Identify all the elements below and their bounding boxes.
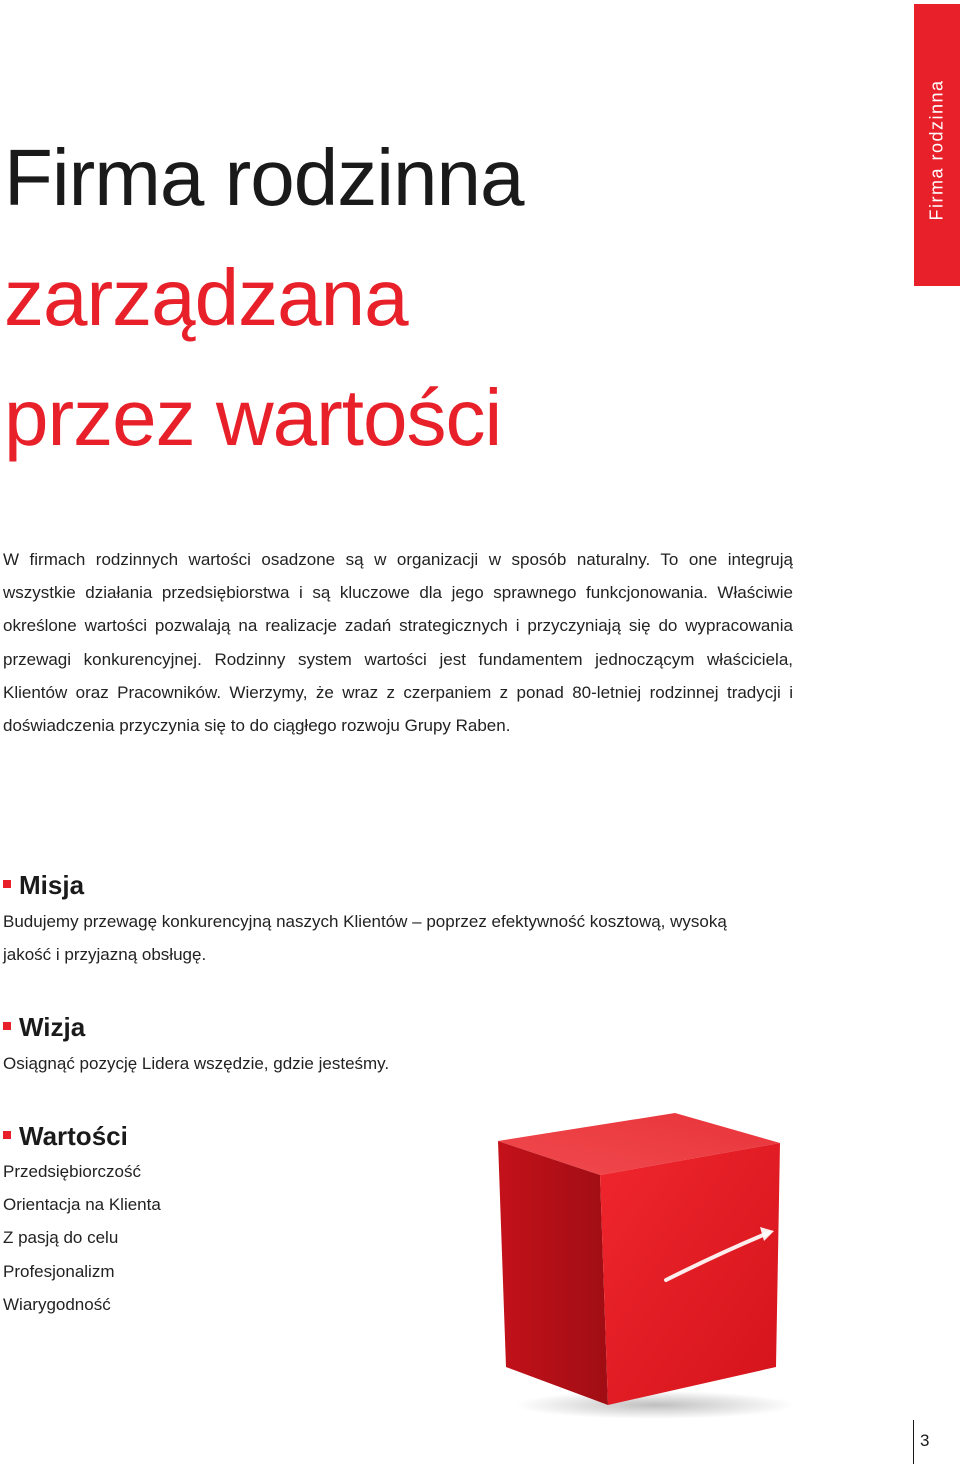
intro-paragraph: W firmach rodzinnych wartości osadzone są w organizacji w sposób naturalny. To one integrują wszystkie działania przedsiębiorstwa i są kluczowe dla jego sprawnego funkcjonowania. Właściwie określone wartości pozwalają na realizacje zadań strategicznych i przyczyniają się do wypracowania przewagi konkurencyjnej. Rodzinny system wartości jest fundamentem jednoczącym właściciela, Klientów oraz Pracowników. Wierzymy, że wraz z czerpaniem z ponad 80-letniej rodzinnej tradycji i doświadczenia przyczynia się to do ciągłego rozwoju Grupy Raben. bbox=[3, 550, 793, 736]
value-item: Z pasją do celu bbox=[3, 1228, 119, 1248]
side-tab bbox=[914, 4, 960, 286]
vision-heading bbox=[3, 1010, 85, 1044]
cube-front-face bbox=[600, 1143, 780, 1405]
headline-line-1: Firma rodzinna bbox=[4, 133, 524, 222]
values-heading-text: Wartości bbox=[19, 1121, 128, 1151]
value-item: Wiarygodność bbox=[3, 1294, 111, 1314]
value-item: Przedsiębiorczość bbox=[3, 1162, 141, 1181]
cube-illustration bbox=[480, 1105, 820, 1425]
side-tab-label: Firma rodzinna bbox=[926, 79, 947, 221]
headline-line-2: zarządzana bbox=[4, 253, 408, 342]
value-item: Profesjonalizm bbox=[3, 1261, 115, 1281]
value-item: Orientacja na Klienta bbox=[3, 1195, 161, 1215]
mission-text: Budujemy przewagę konkurencyjną naszych Klientów – poprzez efektywność kosztową, wysoką jakość i przyjazną obsługę. bbox=[3, 912, 727, 965]
red-cube-with-arrow-icon bbox=[480, 1105, 820, 1425]
red-square-bullet-icon bbox=[3, 1131, 11, 1139]
mission-heading-text: Misja bbox=[19, 870, 85, 900]
page-number-divider bbox=[913, 1420, 914, 1464]
cube-left-face bbox=[498, 1141, 608, 1405]
vision-heading-text: Wizja bbox=[19, 1012, 86, 1042]
red-square-bullet-icon bbox=[3, 880, 11, 888]
mission-heading bbox=[3, 868, 84, 902]
vision-text: Osiągnąć pozycję Lidera wszędzie, gdzie jesteśmy. bbox=[3, 1054, 390, 1073]
page-number: 3 bbox=[920, 1431, 930, 1450]
values-list bbox=[3, 1155, 161, 1321]
red-square-bullet-icon bbox=[3, 1022, 11, 1030]
cube-shadow bbox=[515, 1391, 795, 1419]
values-heading bbox=[3, 1119, 128, 1153]
headline-line-3: przez wartości bbox=[4, 373, 502, 462]
